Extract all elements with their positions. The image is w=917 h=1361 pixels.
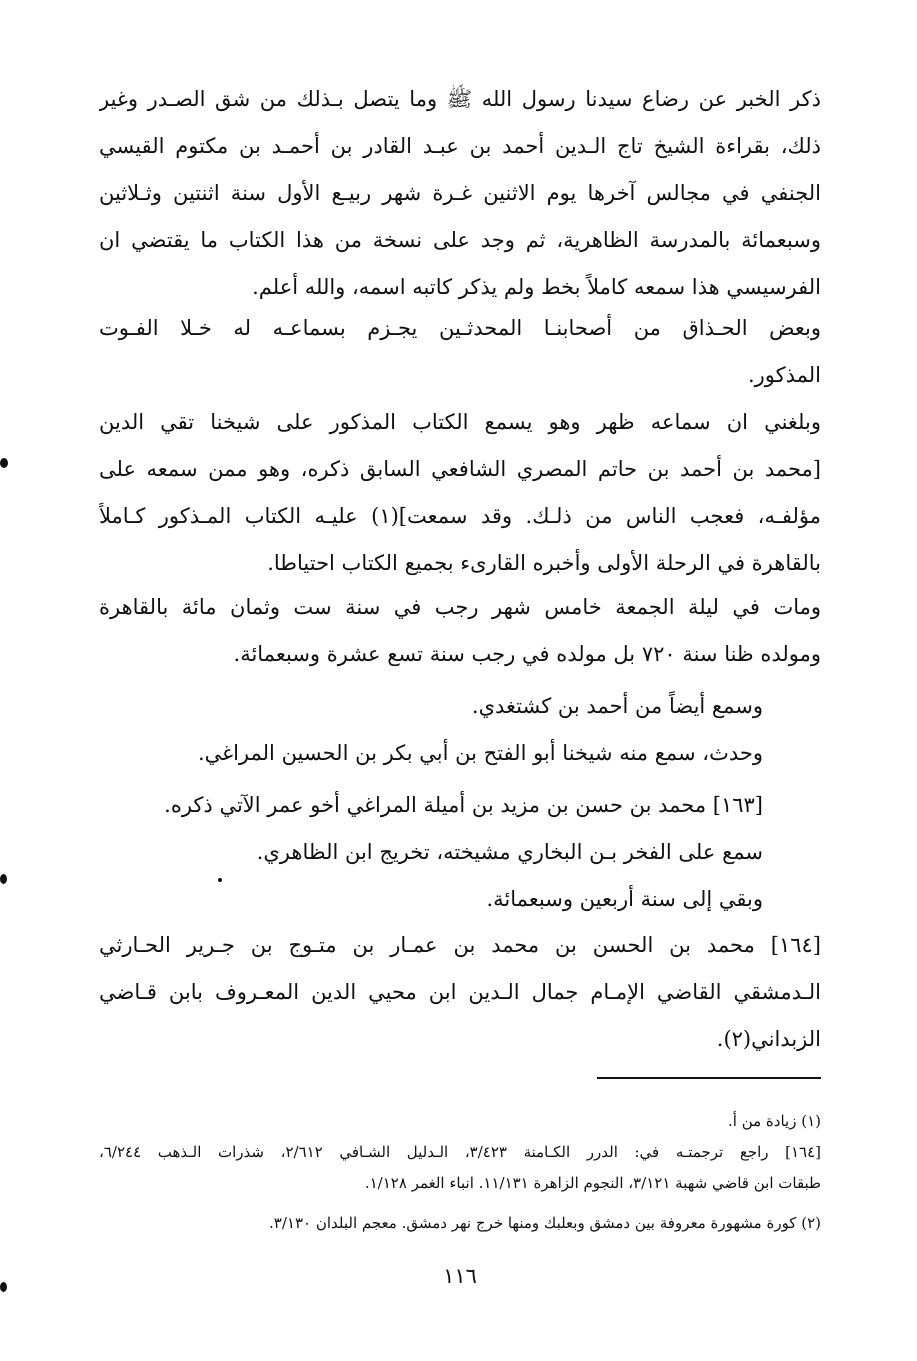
- paragraph-1: [99, 76, 821, 311]
- entry-heading: [١٦٣] محمد بن حسن بن مزيد بن أميلة المراغي أخو عمر الآتي ذكره.: [164, 793, 763, 817]
- footnote-bio-references: [١٦٤] راجع ترجمتـه في: الدرر الكـامنة ٣/٤٢٣، الـدليل الشـافي ٢/٦١٢، شذرات الـذهب ٦/٢٤٤،: [99, 1143, 821, 1161]
- footnote-bio-references-cont: طبقات ابن قاضي شهبة ٣/١٢١، النجوم الزاهرة ١١/١٣١. انباء الغمر ١/١٢٨.: [364, 1174, 821, 1192]
- text-line: المذكور.: [747, 363, 821, 387]
- text-line: سمع على الفخر بـن البخاري مشيخته، تخريج ابن الظاهري.: [256, 840, 763, 864]
- page-number: ١١٦: [443, 1264, 477, 1288]
- text-line: الـدمشقي القاضي الإمـام جمال الـدين ابن محيي الدين المعـروف بابن قـاضي: [99, 980, 821, 1004]
- text-line: وسبعمائة بالمدرسة الظاهرية، ثم وجد على نسخة من هذا الكتاب ما يقتضي ان: [99, 228, 821, 252]
- text-line: ذكر الخبر عن رضاع سيدنا رسول الله ﷺ وما يتصل بـذلك من شق الصـدر وغير: [99, 87, 821, 111]
- text-line: وسمع أيضاً من أحمد بن كشتغدي.: [471, 694, 763, 718]
- text-line: ومات في ليلة الجمعة خامس شهر رجب في سنة ست وثمان مائة بالقاهرة: [99, 595, 821, 619]
- text-line: ذلك، بقراءة الشيخ تاج الـدين أحمد بن عبـد القادر بن أحمـد بن مكتوم القيسي: [99, 134, 821, 158]
- scan-speck: [0, 458, 8, 468]
- text-line: وبعض الحـذاق من أصحابنـا المحدثـين يجـزم بسماعـه له خـلا الفـوت: [99, 316, 821, 340]
- paragraph-2: [99, 305, 821, 399]
- paragraph-3: [99, 399, 821, 587]
- text-line: الجنفي في مجالس آخرها يوم الاثنين غـرة شهر ربيـع الأول سنة اثنتين وثـلاثين: [99, 181, 821, 205]
- footnote-separator: [597, 1077, 821, 1079]
- footnote-1: (١) زيادة من أ.: [728, 1112, 821, 1130]
- text-line: مؤلفـه، فعجب الناس من ذلـك. وقد سمعت](١) عليـه الكتاب المـذكور كـاملاً: [99, 504, 821, 528]
- text-line: [محمد بن أحمد بن حاتم المصري الشافعي السابق ذكره، وهو ممن سمعه على: [99, 457, 821, 481]
- scan-speck: [218, 878, 222, 882]
- scan-speck: [0, 1282, 7, 1292]
- text-line: ومولده ظنا سنة ٧٢٠ بل مولده في رجب سنة تسع عشرة وسبعمائة.: [233, 642, 821, 666]
- entry-164: [99, 922, 821, 1063]
- paragraph-5: [99, 683, 821, 777]
- text-line: وحدث، سمع منه شيخنا أبو الفتح بن أبي بكر بن الحسين المراغي.: [197, 741, 763, 765]
- entry-163: [99, 782, 821, 923]
- text-line: وبلغني ان سماعه ظهر وهو يسمع الكتاب المذكور على شيخنا تقي الدين: [99, 410, 821, 434]
- text-line: الزبداني(٢).: [716, 1027, 821, 1051]
- entry-heading: [١٦٤] محمد بن الحسن بن محمد بن عمـار بن متـوج بن جـرير الحـارثي: [99, 933, 821, 957]
- text-line: وبقي إلى سنة أربعين وسبعمائة.: [486, 887, 763, 911]
- paragraph-4: [99, 584, 821, 678]
- scan-speck: [0, 874, 7, 884]
- text-line: الفرسيسي هذا سمعه كاملاً بخط ولم يذكر كاتبه اسمه، والله أعلم.: [252, 275, 821, 299]
- text-line: بالقاهرة في الرحلة الأولى وأخبره القارىء بجميع الكتاب احتياطا.: [267, 551, 821, 575]
- footnote-2: (٢) كورة مشهورة معروفة بين دمشق وبعلبك ومنها خرج نهر دمشق. معجم البلدان ٣/١٣٠.: [269, 1214, 821, 1232]
